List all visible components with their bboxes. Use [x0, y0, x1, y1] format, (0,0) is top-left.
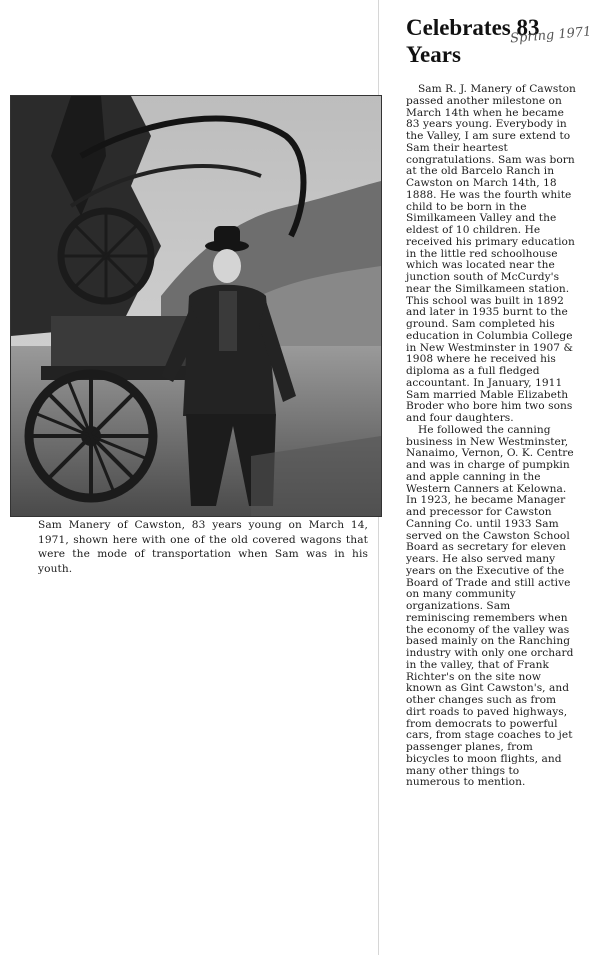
photo-man-with-wagon — [10, 95, 382, 517]
article-headline: Celebrates 83 Years — [406, 15, 540, 67]
handwritten-note: Spring 1971 — [509, 24, 593, 47]
photo-caption: Sam Manery of Cawston, 83 years young on March 14, 1971, shown here with one of the old covered wagons that were the mode of transportation when Sam was in his youth. — [38, 519, 368, 575]
article-paragraph: Sam R. J. Manery of Cawston passed another milestone on March 14th when he became 83 years young. Everybody in the Valley, I am sure extend to Sam their heartest congratulations. Sam was born at the old Barcelo Ranch in Cawston on March 14th, 18 1888. He was the fourth white child to be born in the Similkameen Valley and the eldest of 10 children. He received his primary education in the little red schoolhouse which was located near the junction south of McCurdy's near the Similkameen station. This school was built in 1892 and later in 1935 burnt to the ground. Sam completed his education in Columbia College in New Westminster in 1907 & 1908 where he received his diploma as a full fledged accountant. In January, 1911 Sam married Mable Elizabeth Broder who bore him two sons and four daughters. — [406, 83, 576, 424]
article-paragraph: He followed the canning business in New Westminster, Nanaimo, Vernon, O. K. Centre and was in charge of pumpkin and apple canning in the Western Canners at Kelowna. In 1923, he became Manager and precessor for Cawston Canning Co. until 1933 Sam served on the Cawston School Board as secretary for eleven years. He also served many years on the Executive of the Board of Trade and still active on many community organizations. Sam reminiscing remembers when the economy of the valley was based mainly on the Ranching industry with only one orchard in the valley, that of Frank Richter's on the site now known as Gint Cawston's, and other changes such as from dirt roads to paved highways, from democrats to powerful cars, from stage coaches to jet passenger planes, from bicycles to moon flights, and many other things to numerous to mention. — [406, 423, 574, 789]
article-body — [406, 84, 576, 789]
